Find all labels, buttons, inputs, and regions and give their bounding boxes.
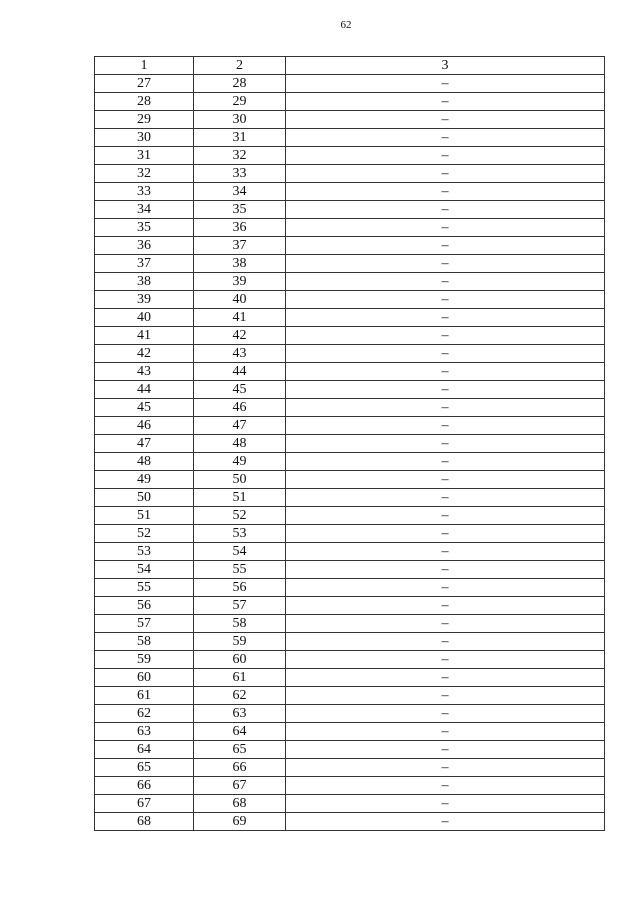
table-row [95,615,605,633]
table-cell-col-2: 42 [194,327,286,345]
table-cell-col-1: 46 [95,417,194,435]
table-cell-col-2: 39 [194,273,286,291]
table-cell-col-2: 35 [194,201,286,219]
table-cell-col-3: – [286,543,605,561]
table-cell-col-1: 51 [95,507,194,525]
table-row [95,561,605,579]
table-row [95,273,605,291]
table-row [95,183,605,201]
table-cell-col-3: – [286,579,605,597]
table-cell-col-1: 48 [95,453,194,471]
table-cell-col-1: 36 [95,237,194,255]
table-cell-col-1: 29 [95,111,194,129]
table-cell-col-3: – [286,327,605,345]
table-cell-col-3: – [286,417,605,435]
header-row [95,57,605,75]
table-cell-col-2: 56 [194,579,286,597]
table-cell-col-2: 63 [194,705,286,723]
table-row [95,201,605,219]
table-cell-col-1: 31 [95,147,194,165]
table-cell-col-3: – [286,777,605,795]
table-cell-col-1: 50 [95,489,194,507]
table-cell-col-1: 27 [95,75,194,93]
table-cell-col-2: 40 [194,291,286,309]
table-cell-col-2: 37 [194,237,286,255]
table-row [95,525,605,543]
table-cell-col-2: 67 [194,777,286,795]
table-cell-col-3: – [286,489,605,507]
table-cell-col-1: 33 [95,183,194,201]
table-cell-col-2: 61 [194,669,286,687]
table-cell-col-2: 43 [194,345,286,363]
table-row [95,759,605,777]
table-cell-col-3: – [286,633,605,651]
table-row [95,165,605,183]
table-row [95,75,605,93]
table-cell-col-3: – [286,183,605,201]
table-cell-col-3: – [286,525,605,543]
table-row [95,309,605,327]
table-cell-col-1: 53 [95,543,194,561]
table-cell-col-3: – [286,165,605,183]
table-cell-col-1: 34 [95,201,194,219]
table-row [95,291,605,309]
table-cell-col-3: – [286,309,605,327]
table-body [95,75,605,831]
table-cell-col-2: 30 [194,111,286,129]
table-cell-col-2: 33 [194,165,286,183]
table-cell-col-3: – [286,255,605,273]
table-cell-col-3: – [286,561,605,579]
table-row [95,471,605,489]
table-header [95,57,605,75]
table-cell-col-2: 68 [194,795,286,813]
table-row [95,417,605,435]
table-cell-col-3: – [286,507,605,525]
table-row [95,489,605,507]
table-cell-col-3: – [286,597,605,615]
table-cell-col-1: 45 [95,399,194,417]
table-row [95,813,605,831]
table-cell-col-1: 66 [95,777,194,795]
table-cell-col-2: 69 [194,813,286,831]
table-row [95,597,605,615]
table-cell-col-1: 60 [95,669,194,687]
table-cell-col-2: 47 [194,417,286,435]
table-row [95,777,605,795]
table-cell-col-1: 57 [95,615,194,633]
table-row [95,111,605,129]
column-header-2: 2 [194,57,286,75]
table-cell-col-2: 52 [194,507,286,525]
table-row [95,399,605,417]
page-number: 62 [340,19,352,31]
table-cell-col-2: 65 [194,741,286,759]
table-cell-col-2: 54 [194,543,286,561]
table-row [95,705,605,723]
table-cell-col-1: 37 [95,255,194,273]
table-cell-col-2: 46 [194,399,286,417]
table-cell-col-2: 59 [194,633,286,651]
table-cell-col-3: – [286,291,605,309]
table-row [95,345,605,363]
table-cell-col-3: – [286,381,605,399]
table-cell-col-1: 40 [95,309,194,327]
table-cell-col-3: – [286,759,605,777]
table-cell-col-3: – [286,399,605,417]
table-cell-col-2: 62 [194,687,286,705]
table-cell-col-2: 32 [194,147,286,165]
table-cell-col-1: 61 [95,687,194,705]
table-cell-col-2: 55 [194,561,286,579]
table-cell-col-2: 57 [194,597,286,615]
table-cell-col-3: – [286,129,605,147]
table-cell-col-3: – [286,651,605,669]
table-cell-col-1: 59 [95,651,194,669]
table-cell-col-1: 43 [95,363,194,381]
table-row [95,381,605,399]
table-row [95,219,605,237]
table-cell-col-3: – [286,219,605,237]
table-cell-col-2: 49 [194,453,286,471]
table-row [95,327,605,345]
table-cell-col-3: – [286,273,605,291]
table-cell-col-3: – [286,237,605,255]
table-cell-col-1: 64 [95,741,194,759]
table-row [95,651,605,669]
table-cell-col-1: 44 [95,381,194,399]
table-row [95,795,605,813]
table-cell-col-1: 54 [95,561,194,579]
table-cell-col-1: 65 [95,759,194,777]
table-cell-col-1: 55 [95,579,194,597]
table-cell-col-3: – [286,201,605,219]
table-row [95,93,605,111]
table-cell-col-1: 63 [95,723,194,741]
table-cell-col-2: 31 [194,129,286,147]
table-cell-col-2: 41 [194,309,286,327]
table-cell-col-2: 64 [194,723,286,741]
table-cell-col-1: 67 [95,795,194,813]
table-cell-col-3: – [286,147,605,165]
table-cell-col-3: – [286,705,605,723]
table-row [95,579,605,597]
table-cell-col-1: 38 [95,273,194,291]
table-cell-col-1: 32 [95,165,194,183]
table-cell-col-3: – [286,687,605,705]
table-row [95,633,605,651]
table-cell-col-1: 62 [95,705,194,723]
table-cell-col-1: 41 [95,327,194,345]
table-row [95,363,605,381]
table-cell-col-1: 56 [95,597,194,615]
table-cell-col-2: 66 [194,759,286,777]
table-cell-col-3: – [286,111,605,129]
table-cell-col-1: 52 [95,525,194,543]
table-cell-col-2: 36 [194,219,286,237]
table-cell-col-3: – [286,813,605,831]
table-cell-col-3: – [286,75,605,93]
table-cell-col-1: 68 [95,813,194,831]
table-row [95,507,605,525]
table-row [95,543,605,561]
table-cell-col-3: – [286,795,605,813]
table-cell-col-3: – [286,723,605,741]
table-cell-col-3: – [286,453,605,471]
table-cell-col-3: – [286,741,605,759]
table-cell-col-2: 34 [194,183,286,201]
table-cell-col-2: 50 [194,471,286,489]
table-cell-col-2: 48 [194,435,286,453]
table-cell-col-1: 42 [95,345,194,363]
table-row [95,129,605,147]
table-cell-col-1: 30 [95,129,194,147]
table-cell-col-1: 49 [95,471,194,489]
table-row [95,147,605,165]
column-header-1: 1 [95,57,194,75]
table-cell-col-2: 51 [194,489,286,507]
table-row [95,237,605,255]
table-row [95,453,605,471]
table-cell-col-2: 28 [194,75,286,93]
table-cell-col-1: 47 [95,435,194,453]
table-cell-col-2: 44 [194,363,286,381]
table-cell-col-1: 58 [95,633,194,651]
table-cell-col-2: 60 [194,651,286,669]
table-cell-col-3: – [286,435,605,453]
table-cell-col-1: 39 [95,291,194,309]
table-cell-col-1: 28 [95,93,194,111]
table-row [95,435,605,453]
table-row [95,687,605,705]
table-row [95,741,605,759]
table-cell-col-2: 45 [194,381,286,399]
table-cell-col-2: 58 [194,615,286,633]
table-cell-col-3: – [286,471,605,489]
table-cell-col-3: – [286,93,605,111]
data-table [94,56,605,831]
column-header-3: 3 [286,57,605,75]
table-cell-col-2: 53 [194,525,286,543]
table-row [95,255,605,273]
table-cell-col-3: – [286,615,605,633]
table-cell-col-3: – [286,669,605,687]
table-row [95,723,605,741]
table-cell-col-3: – [286,345,605,363]
table-cell-col-2: 38 [194,255,286,273]
table-row [95,669,605,687]
table-cell-col-3: – [286,363,605,381]
table-cell-col-1: 35 [95,219,194,237]
table-cell-col-2: 29 [194,93,286,111]
